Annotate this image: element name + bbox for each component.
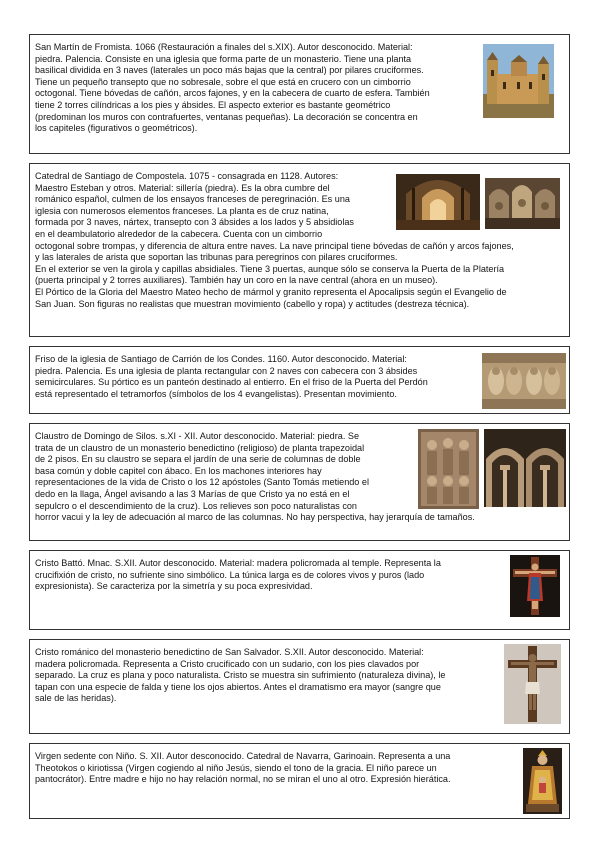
text-line: dedo en la llaga, Ángel avisando a las 3 Marías de que Cristo ya no está en el bbox=[35, 488, 350, 499]
text-line: Catedral de Santiago de Compostela. 1075 - consagrada en 1128. Autores: bbox=[35, 171, 339, 181]
text-line: horror vacui y la ley de adecuación al marco de las columnas. No hay perspectiva, hay jerarquía de tamaños. bbox=[35, 512, 475, 523]
card-carrion bbox=[29, 346, 570, 414]
text-line: San Martín de Fromista. 1066 (Restauración a finales del s.XIX). Autor desconocido. Material: bbox=[35, 42, 413, 52]
text-line: piedra. Palencia. Consiste en una iglesia que forma parte de un monasterio. Tiene una planta bbox=[35, 53, 412, 64]
text-line: El Pórtico de la Gloria del Maestro Mateo hecho de mármol y granito representa el Apocalipsis según el Evangelio de bbox=[35, 286, 507, 297]
text-line: semicirculares. Su pórtico es un panteón destinado al entierro. En el friso de la Puerta del Perdón bbox=[35, 377, 428, 388]
card-fromista bbox=[29, 34, 570, 154]
text-line: Virgen sedente con Niño. S. XII. Autor desconocido. Catedral de Navarra, Garinoain. Representa a una bbox=[35, 751, 451, 761]
text-line: madera policromada. Representa a Cristo crucificado con un sudario, con los pies clavados por bbox=[35, 658, 420, 669]
text-line: piedra. Palencia. Es una iglesia de planta rectangular con 2 naves con cabecera con 3 ábsides bbox=[35, 365, 418, 376]
card-virgen bbox=[29, 743, 570, 819]
text-line: En el exterior se ven la girola y capillas absidiales. Tiene 3 puertas, aunque sólo se conserva la Puerta de la Platería bbox=[35, 263, 505, 274]
text-carrion bbox=[35, 354, 487, 400]
text-line: pantocrátor). Entre madre e hijo no hay relación normal, no se miran el uno al otro. Expresión hierática. bbox=[35, 774, 451, 785]
text-line: trata de un claustro de un monasterio benedictino (religioso) de planta trapezoidal bbox=[35, 442, 365, 453]
text-line: octogonal. Tiene bóvedas de cañón, arcos fajones, y en la cabecera de cuarto de esfera. También bbox=[35, 88, 430, 99]
text-line: basilical dividida en 3 naves (laterales un poco más bajas que la central) por pilares cruciformes. bbox=[35, 65, 424, 76]
text-fromista bbox=[35, 42, 487, 135]
text-line: expresionista). Se caracteriza por la simetría y su poca expresividad. bbox=[35, 581, 313, 592]
text-line: está representado el tetramorfos (símbolos de los 4 evangelistas). Presentan movimiento. bbox=[35, 388, 397, 399]
text-line: crucifixión de cristo, no sufriente sino simbólico. La túnica larga es de colores vivos y puros (lado bbox=[35, 569, 425, 580]
text-line: Maestro Esteban y otros. Material: sillería (piedra). Es la obra cumbre del bbox=[35, 182, 330, 193]
text-line: románico español, culmen de los ensayos franceses de peregrinación. Es una bbox=[35, 194, 350, 205]
crucifix-salvador-photo bbox=[504, 644, 561, 724]
text-line: formada por 3 naves, nártex, transepto con 3 ábsides a los lados y 5 absidiolas bbox=[35, 217, 354, 228]
frieze-photo bbox=[482, 353, 566, 409]
crucifix-batto-photo bbox=[510, 555, 560, 617]
text-line: en el deambulatorio alrededor de la cabecera. Cuenta con un cimborrio bbox=[35, 228, 323, 239]
text-line: tiene 2 torres cilíndricas a los pies y ábsides. El aspecto exterior es bastante geométrico bbox=[35, 99, 391, 110]
text-batto bbox=[35, 558, 527, 593]
text-line: de 2 pisos. En su claustro se separa el jardín de una serie de columnas de doble bbox=[35, 454, 361, 465]
cloister-columns-photo bbox=[484, 429, 566, 507]
text-line: Tiene un pequeño transepto que no sobresale, sobre el que está en crucero con un cimborrio bbox=[35, 76, 411, 87]
text-line: (predominan los muros con contrafuertes, ventanas pequeñas). La decoración se concentra en bbox=[35, 111, 418, 122]
virgin-sculpture-photo bbox=[523, 748, 562, 814]
church-photo bbox=[483, 44, 554, 118]
text-line: sale de las heridas). bbox=[35, 693, 117, 704]
cathedral-interior-photo bbox=[485, 178, 560, 229]
text-line: Cristo románico del monasterio benedictino de San Salvador. S.XII. Autor desconocido. Material: bbox=[35, 647, 424, 657]
card-batto bbox=[29, 550, 570, 630]
text-line: basa común y doble capitel con ábaco. En los machones interiores hay bbox=[35, 465, 322, 476]
text-line: y las laterales de arista que soportan las tribunas para peregrinos con pilares cruciformes. bbox=[35, 252, 398, 263]
cathedral-nave-photo bbox=[396, 174, 480, 230]
text-line: Claustro de Domingo de Silos. s.XI - XII. Autor desconocido. Material: piedra. Se bbox=[35, 431, 359, 441]
text-line: Cristo Battó. Mnac. S.XII. Autor desconocido. Material: madera policromada al temple. Representa la bbox=[35, 558, 441, 568]
text-line: sepulcro o el descendimiento de la cruz). Los relieves son poco naturalistas con bbox=[35, 500, 357, 511]
text-line: tapan con una especie de falda y tiene los ojos abiertos. Antes el dramatismo era mayor (sangre que bbox=[35, 681, 441, 692]
card-silos bbox=[29, 423, 570, 541]
cloister-relief-photo bbox=[418, 429, 479, 509]
text-salvador bbox=[35, 647, 517, 705]
text-line: Theotokos o kiriotissa (Virgen cogiendo al niño Jesús, siendo el tono de la gracia. El niño parece un bbox=[35, 762, 437, 773]
text-line: San Juan. Son figuras no realistas que muestran movimiento (cabello y ropa) y actitudes (destreza técnica). bbox=[35, 298, 470, 309]
card-santiago bbox=[29, 163, 570, 337]
text-line: separado. La cruz es plana y poco naturalista. Cristo se muestra sin sufrimiento (naturaleza divina), le bbox=[35, 670, 446, 681]
text-line: iglesia con numerosos elementos franceses. La planta es de cruz natina, bbox=[35, 205, 329, 216]
text-line: los capiteles (figurativos o geométricos). bbox=[35, 123, 198, 134]
text-line: Friso de la iglesia de Santiago de Carrión de los Condes. 1160. Autor desconocido. Material: bbox=[35, 354, 407, 364]
text-virgen bbox=[35, 751, 527, 786]
text-line: octogonal sobre trompas, y diferencia de altura entre naves. La nave principal tiene bóvedas de cañón y arcos fajones, bbox=[35, 240, 514, 251]
text-line: (puerta principal y 2 torres auxiliares). También hay un coro en la nave central (ahora en un museo). bbox=[35, 275, 438, 286]
card-salvador bbox=[29, 639, 570, 734]
text-line: representaciones de la vida de Cristo o los 12 apóstoles (Santo Tomás metiendo el bbox=[35, 477, 369, 488]
